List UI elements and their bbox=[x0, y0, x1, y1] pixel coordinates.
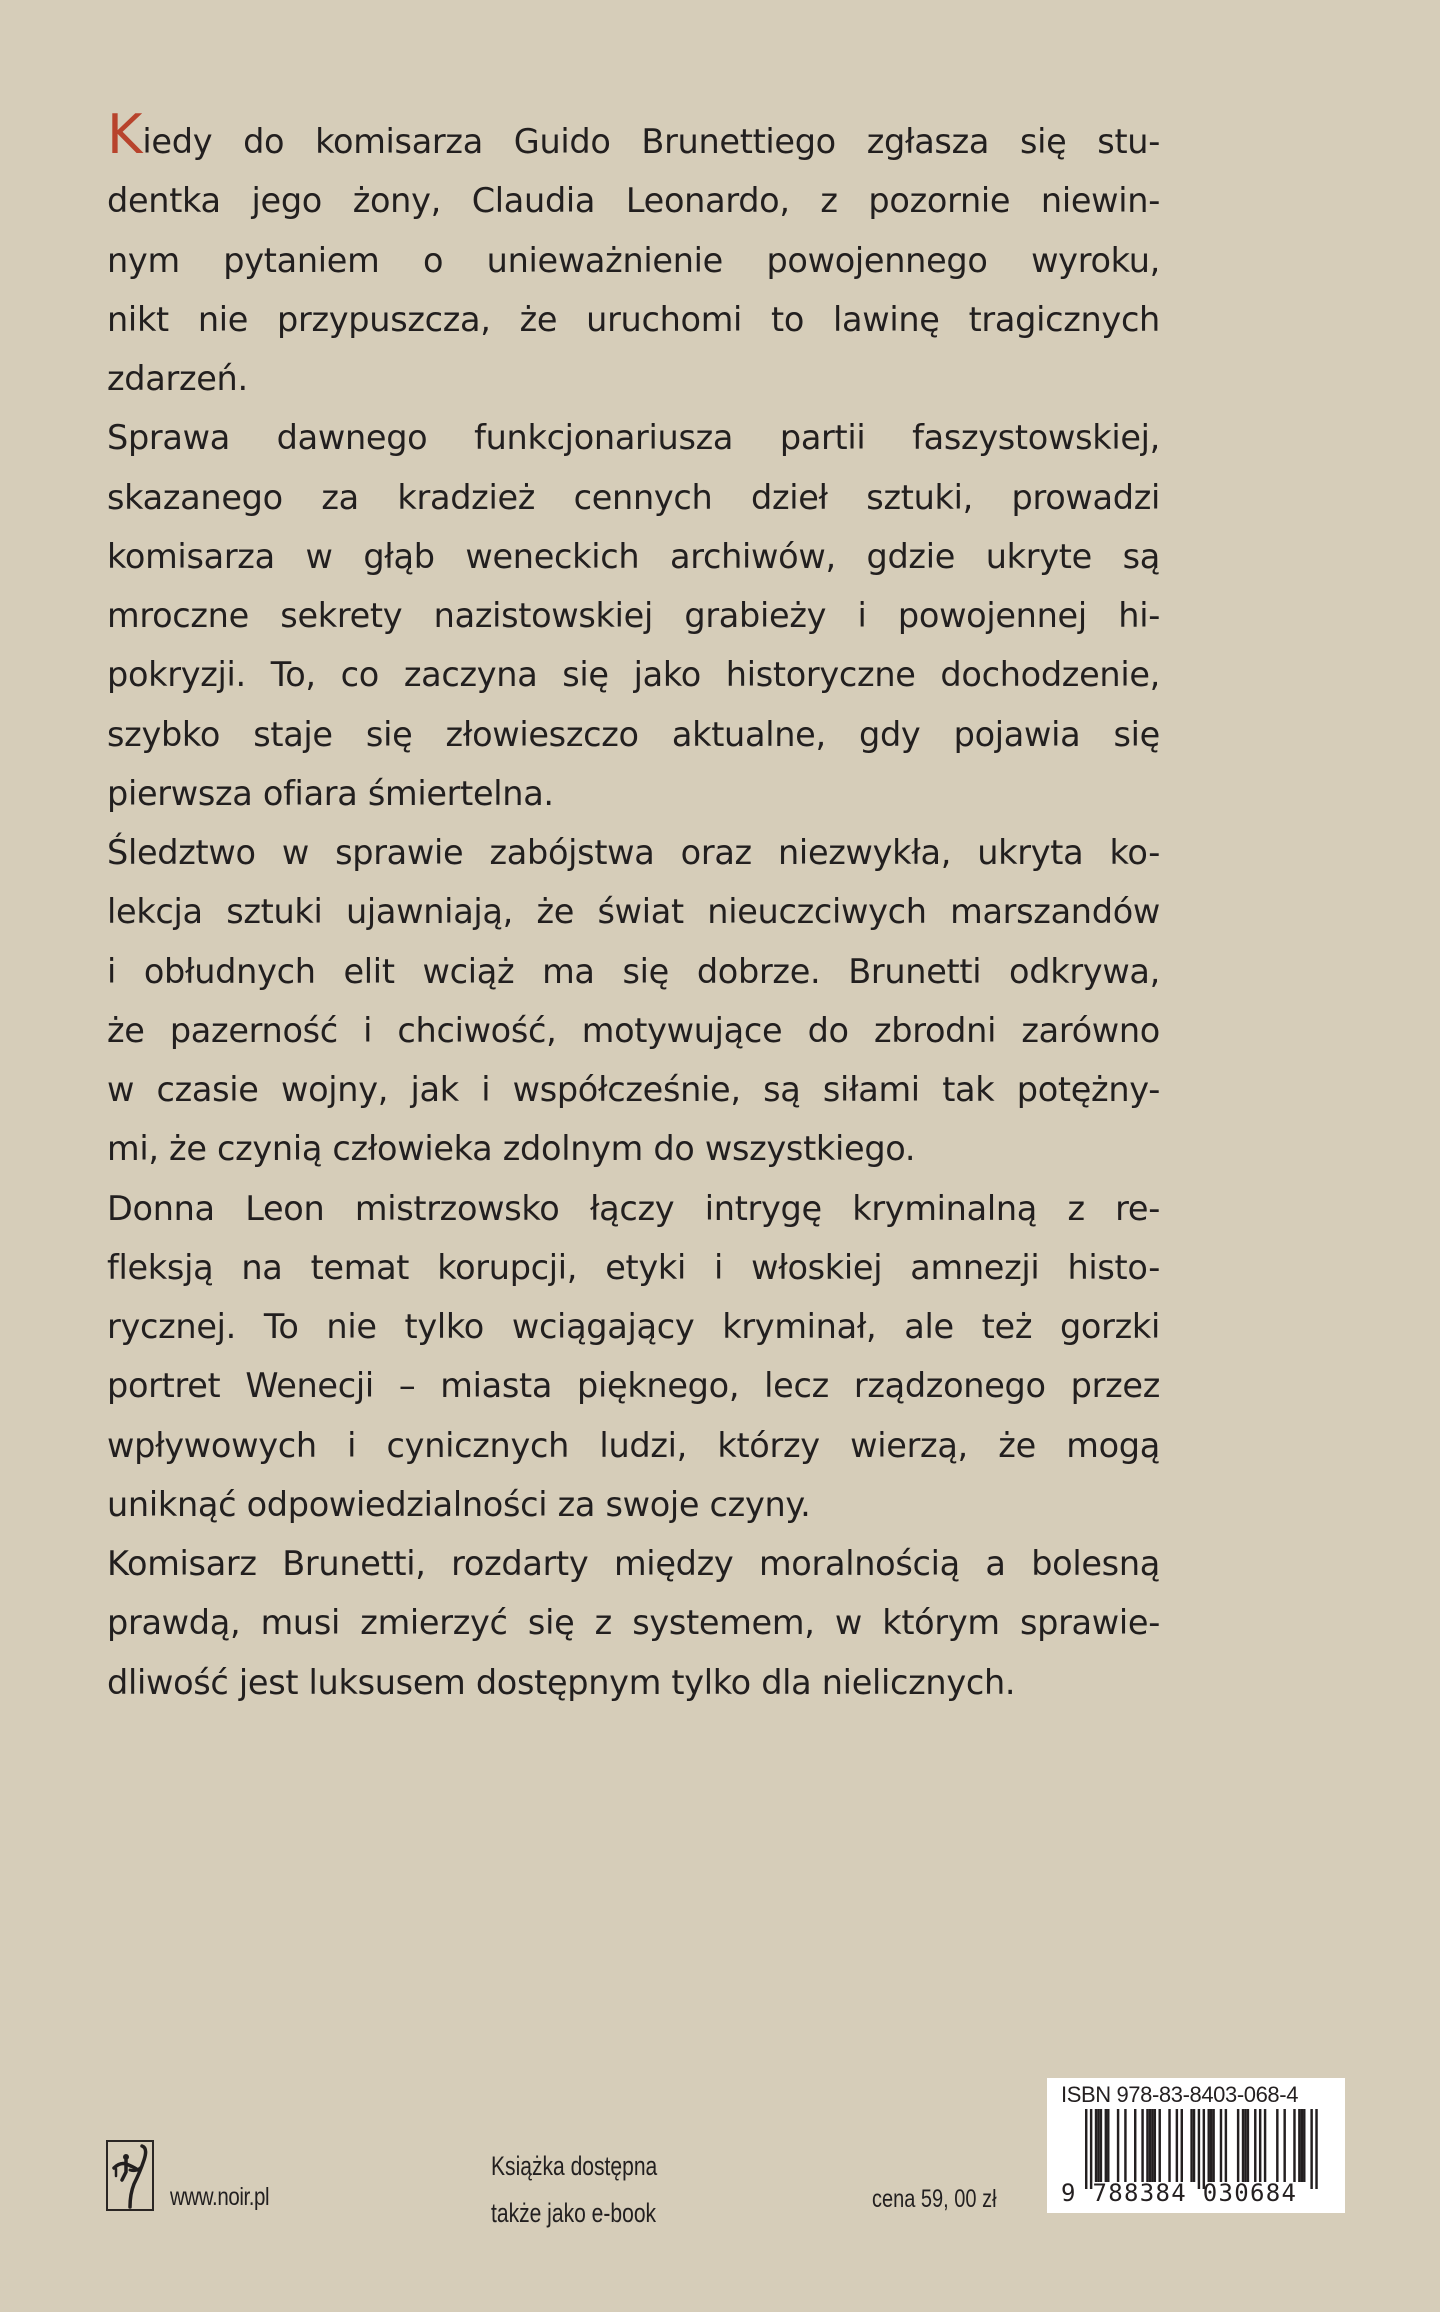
blurb-line-text: że pazerność i chciwość, motywujące do zbrodni zarówno bbox=[107, 1010, 1160, 1050]
blurb-line-text: uniknąć odpowiedzialności za swoje czyny. bbox=[107, 1484, 811, 1524]
blurb-line-text: lekcja sztuki ujawniają, że świat nieuczciwych marszandów bbox=[107, 892, 1160, 932]
blurb-line bbox=[107, 586, 1160, 645]
price-label: cena 59, 00 zł bbox=[872, 2185, 997, 2213]
ebook-note-line1: Książka dostępna bbox=[491, 2151, 658, 2181]
blurb-line bbox=[107, 103, 1160, 171]
drop-cap: K bbox=[107, 103, 143, 166]
barcode-bar bbox=[1159, 2109, 1161, 2182]
barcode-bar bbox=[1203, 2109, 1205, 2189]
barcode-bar bbox=[1085, 2109, 1087, 2189]
blurb-line-text: skazanego za kradzież cennych dzieł sztuki, prowadzi bbox=[107, 477, 1160, 517]
barcode-bar bbox=[1141, 2109, 1143, 2182]
blurb-line bbox=[107, 764, 1160, 823]
barcode-bar bbox=[1254, 2109, 1256, 2182]
barcode-bar bbox=[1176, 2109, 1178, 2182]
barcode-bar bbox=[1242, 2109, 1244, 2182]
barcode-bar bbox=[1220, 2109, 1222, 2182]
blurb-text bbox=[107, 103, 1160, 1712]
blurb-line-text: prawdą, musi zmierzyć się z systemem, w którym sprawie- bbox=[107, 1603, 1160, 1643]
barcode-bar bbox=[1100, 2109, 1102, 2182]
blurb-line-text: w czasie wojny, jak i współcześnie, są siłami tak potężny- bbox=[107, 1070, 1160, 1109]
barcode-bar bbox=[1090, 2109, 1092, 2189]
blurb-line-text: Komisarz Brunetti, rozdarty między moralnością a bolesną bbox=[107, 1544, 1160, 1583]
blurb-line bbox=[107, 1356, 1160, 1415]
barcode-bar bbox=[1298, 2109, 1300, 2182]
blurb-line bbox=[107, 645, 1160, 704]
blurb-line-text: Śledztwo w sprawie zabójstwa oraz niezwykła, ukryta ko- bbox=[107, 833, 1160, 872]
blurb-line-text: dentka jego żony, Claudia Leonardo, z pozornie niewin- bbox=[107, 181, 1160, 221]
barcode-bar bbox=[1244, 2109, 1246, 2182]
blurb-line bbox=[107, 231, 1160, 290]
blurb-line bbox=[107, 823, 1160, 882]
blurb-line-text: portret Wenecji – miasta pięknego, lecz rządzonego przez bbox=[107, 1366, 1160, 1406]
ean-digits bbox=[1061, 2179, 1297, 2207]
barcode-bar bbox=[1247, 2109, 1249, 2182]
ean-left-group: 788384 bbox=[1092, 2179, 1187, 2207]
barcode-bar bbox=[1293, 2109, 1295, 2182]
barcode-bar bbox=[1208, 2109, 1210, 2182]
isbn-barcode bbox=[1047, 2078, 1345, 2213]
blurb-line bbox=[107, 1119, 1160, 1178]
barcode-bar bbox=[1149, 2109, 1151, 2182]
publisher-url[interactable]: www.noir.pl bbox=[170, 2183, 270, 2211]
barcode-bar bbox=[1181, 2109, 1183, 2182]
barcode-bar bbox=[1117, 2109, 1119, 2182]
blurb-line bbox=[107, 408, 1160, 467]
barcode-bar bbox=[1146, 2109, 1148, 2182]
blurb-line-text: zdarzeń. bbox=[107, 359, 248, 398]
blurb-line-text: mi, że czynią człowieka zdolnym do wszystkiego. bbox=[107, 1129, 916, 1169]
barcode-bar bbox=[1210, 2109, 1212, 2182]
blurb-line bbox=[107, 1653, 1160, 1712]
blurb-line bbox=[107, 290, 1160, 349]
blurb-line bbox=[107, 171, 1160, 230]
blurb-line-text: wpływowych i cynicznych ludzi, którzy wierzą, że mogą bbox=[107, 1425, 1160, 1465]
blurb-line bbox=[107, 349, 1160, 408]
barcode-bar bbox=[1283, 2109, 1285, 2182]
ean-right-group: 030684 bbox=[1202, 2179, 1298, 2207]
blurb-line-text: dliwość jest luksusem dostępnym tylko dla nielicznych. bbox=[107, 1662, 1016, 1702]
ebook-note-line2: także jako e-book bbox=[491, 2198, 657, 2228]
barcode-bar bbox=[1193, 2109, 1195, 2182]
blurb-line-text: szybko staje się złowieszczo aktualne, gdy pojawia się bbox=[107, 714, 1160, 754]
barcode-bar bbox=[1264, 2109, 1266, 2182]
barcode-bar bbox=[1225, 2109, 1227, 2182]
barcode-bar bbox=[1097, 2109, 1099, 2182]
blurb-line-text: mroczne sekrety nazistowskiej grabieży i powojennej hi- bbox=[107, 596, 1160, 635]
blurb-line bbox=[107, 527, 1160, 586]
barcode-bar bbox=[1303, 2109, 1305, 2182]
barcode-bar bbox=[1168, 2109, 1170, 2182]
barcode-bar bbox=[1154, 2109, 1156, 2182]
barcode-bar bbox=[1315, 2109, 1317, 2189]
blurb-line bbox=[107, 1534, 1160, 1593]
publisher-logo-icon bbox=[106, 2140, 154, 2211]
barcode-bar bbox=[1107, 2109, 1109, 2182]
blurb-line bbox=[107, 1001, 1160, 1060]
blurb-line-text: Sprawa dawnego funkcjonariusza partii faszystowskiej, bbox=[107, 418, 1160, 458]
isbn-number: ISBN 978-83-8403-068-4 bbox=[1061, 2082, 1299, 2107]
barcode-bar bbox=[1276, 2109, 1278, 2182]
barcode-bar bbox=[1301, 2109, 1303, 2182]
blurb-line bbox=[107, 1297, 1160, 1356]
barcode-bar bbox=[1151, 2109, 1153, 2182]
blurb-line-text: Donna Leon mistrzowsko łączy intrygę kryminalną z re- bbox=[107, 1188, 1160, 1228]
blurb-line bbox=[107, 1060, 1160, 1119]
barcode-bar bbox=[1259, 2109, 1261, 2182]
blurb-line-text: fleksją na temat korupcji, etyki i włoskiej amnezji histo- bbox=[107, 1247, 1160, 1287]
blurb-line bbox=[107, 1416, 1160, 1475]
blurb-line-text: iedy do komisarza Guido Brunettiego zgłasza się stu- bbox=[142, 122, 1160, 161]
blurb-line bbox=[107, 942, 1160, 1001]
blurb-line-text: rycznej. To nie tylko wciągający kryminał, ale też gorzki bbox=[107, 1307, 1160, 1346]
blurb-line-text: i obłudnych elit wciąż ma się dobrze. Brunetti odkrywa, bbox=[107, 951, 1160, 991]
blurb-line bbox=[107, 1475, 1160, 1534]
barcode-bar bbox=[1212, 2109, 1214, 2182]
barcode-bar bbox=[1190, 2109, 1192, 2182]
blurb-line-text: nym pytaniem o unieważnienie powojennego wyroku, bbox=[107, 240, 1160, 280]
barcode-bar bbox=[1124, 2109, 1126, 2182]
barcode-bar bbox=[1198, 2109, 1200, 2189]
barcode-bar bbox=[1105, 2109, 1107, 2182]
blurb-line bbox=[107, 1593, 1160, 1652]
barcode-bar bbox=[1237, 2109, 1239, 2182]
barcode-bar bbox=[1134, 2109, 1136, 2182]
blurb-line bbox=[107, 1238, 1160, 1297]
ean-first-digit: 9 bbox=[1061, 2179, 1077, 2207]
blurb-line bbox=[107, 705, 1160, 764]
barcode-bar bbox=[1095, 2109, 1097, 2182]
blurb-line bbox=[107, 882, 1160, 941]
blurb-line-text: nikt nie przypuszcza, że uruchomi to lawinę tragicznych bbox=[107, 299, 1160, 339]
blurb-line bbox=[107, 1179, 1160, 1238]
blurb-line bbox=[107, 468, 1160, 527]
barcode-bar bbox=[1310, 2109, 1312, 2189]
blurb-line-text: pokryzji. To, co zaczyna się jako historyczne dochodzenie, bbox=[107, 655, 1160, 695]
blurb-line-text: komisarza w głąb weneckich archiwów, gdzie ukryte są bbox=[107, 536, 1160, 576]
ebook-availability-note bbox=[491, 2143, 657, 2237]
blurb-line-text: pierwsza ofiara śmiertelna. bbox=[107, 773, 554, 813]
